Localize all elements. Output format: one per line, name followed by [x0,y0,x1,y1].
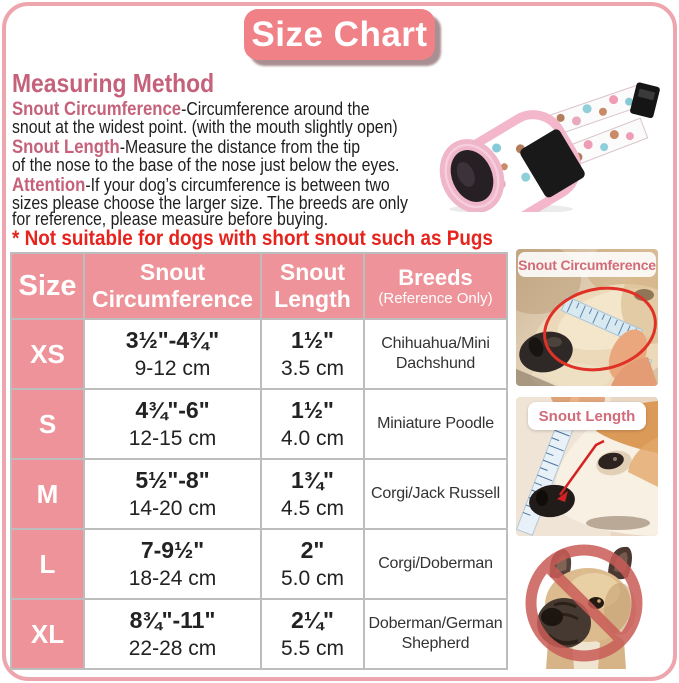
header-breeds [364,253,507,319]
length-cell [261,459,364,529]
size-label: XS [11,319,84,389]
table-row [11,529,507,599]
muzzle-product-illustration [436,72,670,212]
circumference-cm: 12-15 cm [128,427,217,450]
length-inches: 2¼" [291,607,334,633]
circumference-cell [84,389,261,459]
length-cell [261,599,364,669]
circumference-cell [84,459,261,529]
paragraph-text: of the nose to the base of the nose just below the eyes. [12,154,400,175]
length-cm: 5.0 cm [280,567,345,590]
breeds-cell: Chihuahua/Mini Dachshund [364,319,507,389]
table-row [11,599,507,669]
circumference-inches: 7-9½" [140,537,205,563]
length-cm: 5.5 cm [280,637,345,660]
header-breeds-note: (Reference Only) [378,289,493,307]
circumference-cell [84,529,261,599]
snout-length-paragraph [12,139,408,173]
snout-circumference-photo-label: Snout Circumference [518,252,656,277]
length-inches: 1¾" [291,467,334,493]
measuring-method-title: Measuring Method [12,68,215,98]
length-inches: 2" [300,537,325,563]
size-label: M [11,459,84,529]
snout-circumference-paragraph [12,101,408,135]
paragraph-text: snout at the widest point. (with the mouth slightly open) [12,116,398,137]
circumference-cm: 9-12 cm [134,357,211,380]
circumference-cell [84,599,261,669]
table-row [11,319,507,389]
circumference-cm: 14-20 cm [128,497,217,520]
length-cell [261,389,364,459]
paragraph-text: -Circumference around the [181,99,370,119]
paragraph-lead: Snout Circumference [12,99,182,120]
table-header-row [11,253,507,319]
circumference-inches: 8¾"-11" [129,607,216,633]
measuring-method-section [12,70,408,232]
circumference-cm: 22-28 cm [128,637,217,660]
header-size: Size [11,253,84,319]
prohibited-pug-illustration [520,543,658,669]
breeds-cell: Miniature Poodle [364,389,507,459]
length-cm: 4.5 cm [280,497,345,520]
length-cell [261,529,364,599]
paragraph-lead: Attention [12,175,86,196]
length-inches: 1½" [291,327,334,353]
snout-length-photo [516,397,658,536]
breeds-cell: Corgi/Doberman [364,529,507,599]
header-snout-circumference: Snout Circumference [84,253,261,319]
length-cell [261,319,364,389]
paragraph-text: -Measure the distance from the tip [119,137,361,157]
paragraph-lead: Snout Length [12,137,120,158]
circumference-cell [84,319,261,389]
paragraph-text: -If your dog’s circumference is between two [85,175,390,195]
length-inches: 1½" [291,397,334,423]
circumference-inches: 4¾"-6" [135,397,210,423]
snout-circumference-photo [516,249,658,386]
length-cm: 3.5 cm [280,357,345,380]
not-suitable-pug-photo [520,543,658,669]
breeds-cell: Corgi/Jack Russell [364,459,507,529]
attention-paragraph [12,177,408,228]
circumference-cm: 18-24 cm [128,567,217,590]
size-label: L [11,529,84,599]
breeds-cell: Doberman/German Shepherd [364,599,507,669]
header-breeds-label: Breeds [398,264,473,290]
size-label: S [11,389,84,459]
table-row [11,459,507,529]
size-chart-banner-label: Size Chart [251,14,428,54]
header-snout-length: Snout Length [261,253,364,319]
table-row [11,389,507,459]
length-cm: 4.0 cm [280,427,345,450]
size-table [10,252,508,670]
circumference-inches: 5½"-8" [135,467,210,493]
size-chart-banner [244,9,435,60]
not-suitable-warning: * Not suitable for dogs with short snout such as Pugs [12,227,493,250]
muzzle-product-photo [436,72,670,212]
size-label: XL [11,599,84,669]
paragraph-text: for reference, please measure before buying. [12,209,329,229]
snout-length-photo-label: Snout Length [528,402,646,430]
paragraph-text: sizes please choose the larger size. The breeds are only [12,192,408,213]
circumference-inches: 3½"-4¾" [125,327,220,353]
